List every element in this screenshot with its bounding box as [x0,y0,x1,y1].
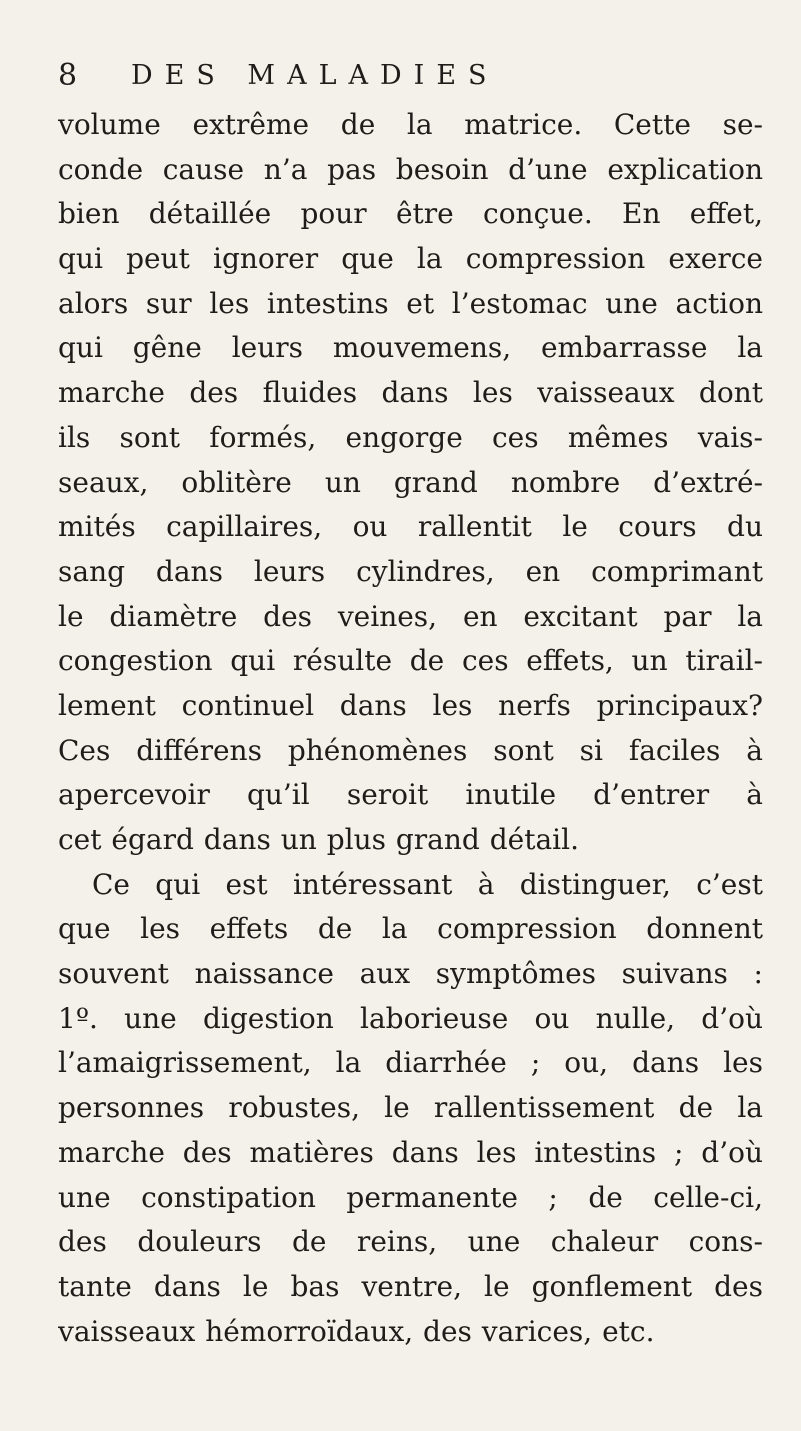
text-line: cet égard dans un plus grand détail. [58,823,579,856]
text-line: ils sont formés, engorge ces mêmes vais- [58,420,763,454]
text-line: mités capillaires, ou rallentit le cours du [58,510,763,544]
text-line: seaux, oblitère un grand nombre d’extré- [58,465,763,499]
text-line: lement continuel dans les nerfs principaux? [58,688,763,722]
text-line: congestion qui résulte de ces effets, un tirail- [58,644,763,678]
text-line: tante dans le bas ventre, le gonflement des [58,1269,763,1303]
text-line: une constipation permanente ; de celle-ci, [58,1180,763,1214]
text-line: souvent naissance aux symptômes suivans : [58,957,763,991]
text-line: alors sur les intestins et l’estomac une action [58,286,763,320]
text-line: qui peut ignorer que la compression exerce [58,242,763,276]
text-line: volume extrême de la matrice. Cette se- [58,108,763,141]
text-line: bien détaillée pour être conçue. En effet, [58,197,763,231]
page-number: 8 [58,58,78,93]
body-text [58,103,763,1354]
text-line: conde cause n’a pas besoin d’une explication [58,152,763,186]
text-line: Ce qui est intéressant à distinguer, c’est [92,867,763,901]
text-line: l’amaigrissement, la diarrhée ; ou, dans les [58,1046,763,1080]
text-line: qui gêne leurs mouvemens, embarrasse la [58,331,763,365]
text-line: Ces différens phénomènes sont si faciles à [58,733,763,767]
text-line: sang dans leurs cylindres, en comprimant [58,554,763,588]
text-line: vaisseaux hémorroïdaux, des varices, etc. [58,1314,655,1348]
text-line: 1º. une digestion laborieuse ou nulle, d’où [58,1001,763,1035]
text-line: que les effets de la compression donnent [58,912,763,946]
text-line: apercevoir qu’il seroit inutile d’entrer à [58,778,763,812]
text-line: personnes robustes, le rallentissement de la [58,1091,763,1125]
text-line: le diamètre des veines, en excitant par la [58,599,763,633]
text-line: marche des fluides dans les vaisseaux dont [58,376,763,410]
text-line: des douleurs de reins, une chaleur cons- [58,1225,763,1259]
text-line: marche des matières dans les intestins ; d’où [58,1135,763,1169]
page-header [58,58,758,94]
running-head: DES MALADIES [131,60,499,91]
